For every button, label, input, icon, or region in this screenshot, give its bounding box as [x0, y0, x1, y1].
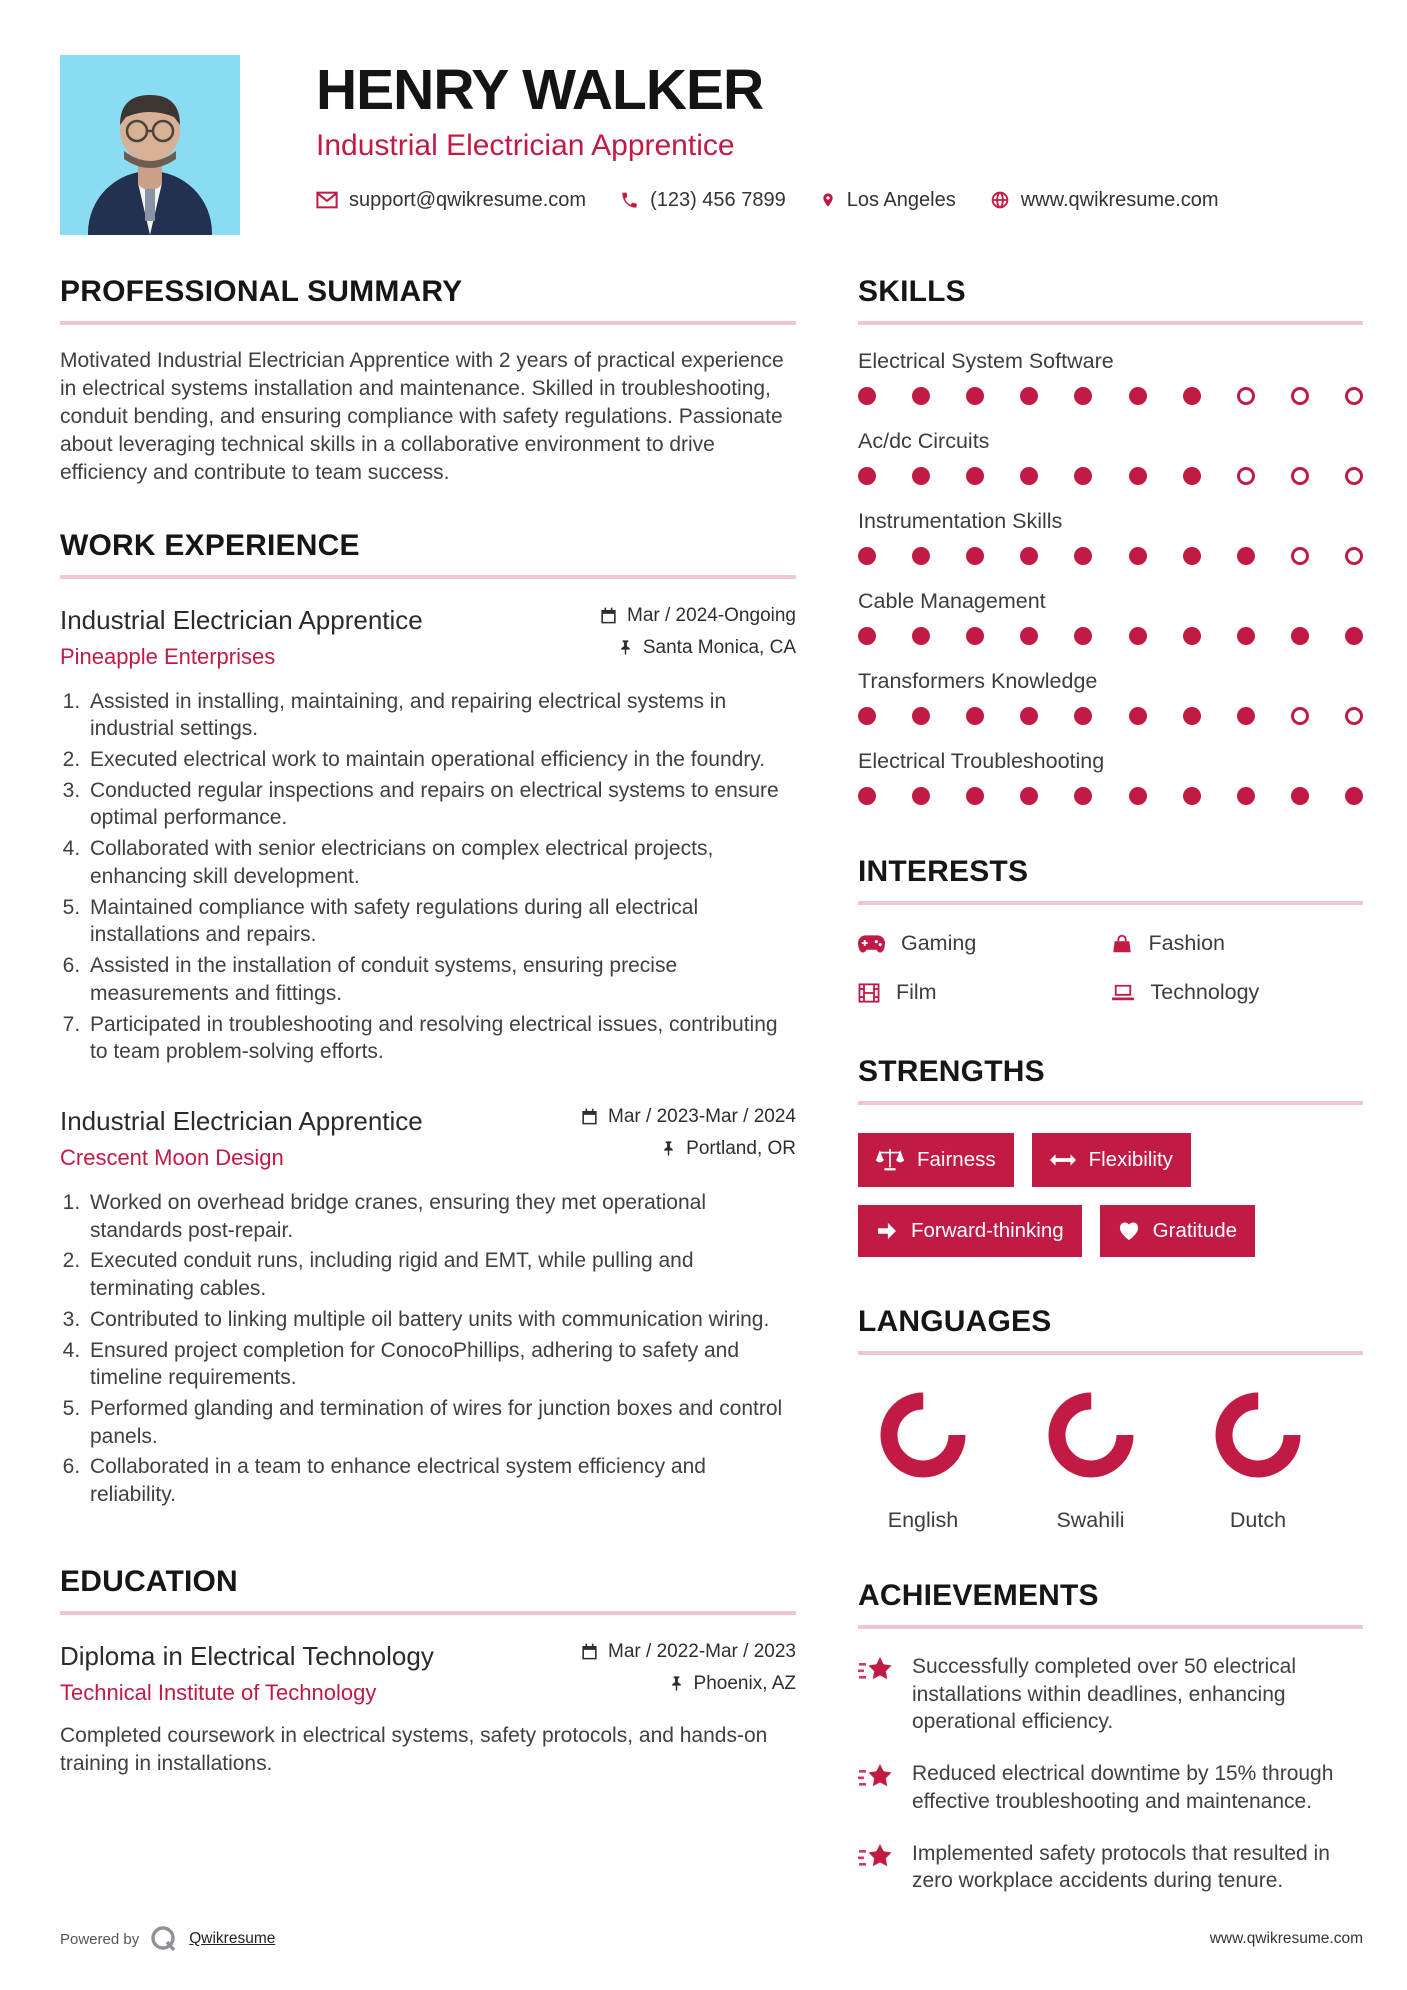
skill-name: Electrical Troubleshooting — [858, 749, 1105, 773]
job-bullets — [86, 1189, 796, 1509]
achievements-list — [858, 1653, 1363, 1895]
left-column — [60, 275, 796, 1937]
skill-name: Instrumentation Skills — [858, 509, 1063, 533]
language-item — [1193, 1389, 1323, 1533]
skill-dot — [1291, 787, 1309, 805]
language-label: Swahili — [1056, 1508, 1125, 1532]
job-bullet: 1. Assisted in installing, maintaining, and repairing electrical systems in industrial settings. — [86, 688, 796, 743]
language-ring — [877, 1389, 969, 1486]
skill-item — [858, 429, 1363, 485]
strength-label: Forward-thinking — [911, 1219, 1064, 1242]
shooting-star-icon — [858, 1653, 896, 1736]
interest-label: Film — [896, 980, 937, 1004]
section-rule — [858, 1101, 1363, 1105]
skill-dot — [1345, 387, 1363, 405]
strength-label: Fairness — [917, 1148, 996, 1171]
languages-section — [858, 1305, 1363, 1533]
job-bullet: 5. Maintained compliance with safety regulations during all electrical installations and repairs. — [86, 894, 796, 949]
job-bullet: 3. Conducted regular inspections and repairs on electrical systems to ensure optimal performance. — [86, 777, 796, 832]
achievement-item — [858, 1840, 1363, 1895]
job-title: Industrial Electrician Apprentice — [60, 604, 423, 635]
section-rule — [60, 575, 796, 579]
section-rule — [60, 321, 796, 325]
interest-label: Gaming — [901, 931, 977, 955]
skill-dot — [966, 707, 984, 725]
education-dates: Mar / 2022-Mar / 2023 — [608, 1640, 796, 1662]
skill-dots — [858, 547, 1363, 565]
language-label: Dutch — [1229, 1508, 1287, 1532]
laptop-icon — [1111, 983, 1135, 1003]
skill-dots — [858, 387, 1363, 405]
job-bullet: 1. Worked on overhead bridge cranes, ensuring they met operational standards post-repair. — [86, 1189, 796, 1244]
skill-dot — [1183, 387, 1201, 405]
strengths-heading: STRENGTHS — [858, 1055, 1045, 1088]
interests-section — [858, 855, 1363, 1005]
education-heading: EDUCATION — [60, 1564, 238, 1598]
skill-dot — [1345, 467, 1363, 485]
headline-block — [316, 55, 1219, 235]
heart-icon — [1118, 1221, 1140, 1241]
strengths-section — [858, 1055, 1363, 1257]
skill-name: Electrical System Software — [858, 349, 1114, 373]
achievement-text: Implemented safety protocols that resulted in zero workplace accidents during tenure. — [912, 1841, 1330, 1893]
job-bullet: 3. Contributed to linking multiple oil battery units with communication wiring. — [86, 1306, 796, 1334]
job-company: Pineapple Enterprises — [60, 643, 276, 669]
experience-heading: WORK EXPERIENCE — [60, 528, 360, 562]
skill-dot — [1129, 707, 1147, 725]
content-columns — [0, 235, 1407, 1937]
language-label: English — [887, 1508, 959, 1532]
strength-label: Flexibility — [1088, 1148, 1173, 1171]
job-title: Industrial Electrician Apprentice — [60, 1105, 423, 1136]
person-name: HENRY WALKER — [316, 58, 764, 122]
skill-dot — [1074, 387, 1092, 405]
education-entry — [60, 1641, 796, 1778]
skill-dot — [1183, 787, 1201, 805]
section-rule — [60, 1611, 796, 1615]
phone-icon — [620, 191, 639, 210]
language-item — [1026, 1389, 1156, 1533]
skills-section — [858, 275, 1363, 805]
skill-dot — [858, 787, 876, 805]
skill-dots — [858, 627, 1363, 645]
skill-dot — [912, 547, 930, 565]
skill-dot — [858, 547, 876, 565]
job-bullet: 5. Performed glanding and termination of wires for junction boxes and control panels. — [86, 1395, 796, 1450]
calendar-icon — [580, 1107, 599, 1126]
footer-site-link[interactable]: www.qwikresume.com — [1209, 1930, 1363, 1947]
education-section — [60, 1565, 796, 1778]
skill-dot — [966, 547, 984, 565]
skill-dot — [1345, 547, 1363, 565]
skill-dot — [858, 707, 876, 725]
skill-dot — [1237, 387, 1255, 405]
skill-dot — [912, 707, 930, 725]
skill-item — [858, 589, 1363, 645]
person-title: Industrial Electrician Apprentice — [316, 128, 735, 162]
job-bullet: 2. Executed conduit runs, including rigid and EMT, while pulling and terminating cables. — [86, 1247, 796, 1302]
job-bullet: 7. Participated in troubleshooting and resolving electrical issues, contributing to team problem-solving efforts. — [86, 1011, 796, 1066]
skill-dot — [1074, 547, 1092, 565]
skill-dot — [1074, 707, 1092, 725]
skill-dot — [1237, 547, 1255, 565]
job-bullet: 6. Assisted in the installation of conduit systems, ensuring precise measurements and fittings. — [86, 952, 796, 1007]
footer — [60, 1924, 1363, 1954]
contact-item[interactable] — [316, 189, 586, 212]
language-item — [858, 1389, 988, 1533]
location-icon — [820, 190, 836, 210]
skill-dot — [966, 627, 984, 645]
skill-dot — [1183, 627, 1201, 645]
skill-name: Transformers Knowledge — [858, 669, 1098, 693]
skill-dot — [1129, 547, 1147, 565]
job-bullets — [86, 688, 796, 1066]
strength-badge — [858, 1133, 1014, 1187]
job-dates: Mar / 2024-Ongoing — [627, 604, 796, 626]
achievements-section — [858, 1579, 1363, 1895]
skill-dot — [1291, 707, 1309, 725]
job-bullet: 2. Executed electrical work to maintain operational efficiency in the foundry. — [86, 746, 796, 774]
education-location: Phoenix, AZ — [693, 1672, 796, 1694]
gamepad-icon — [858, 935, 885, 953]
strength-label: Gratitude — [1152, 1219, 1237, 1242]
pushpin-icon — [617, 639, 634, 656]
skill-dot — [966, 467, 984, 485]
strength-badge — [858, 1205, 1082, 1257]
shooting-star-icon — [858, 1840, 896, 1895]
skill-dot — [966, 787, 984, 805]
skill-dot — [1020, 467, 1038, 485]
skill-item — [858, 749, 1363, 805]
school-name: Technical Institute of Technology — [60, 1679, 377, 1705]
powered-by-label: Powered by — [60, 1930, 140, 1948]
globe-icon — [990, 190, 1010, 210]
skill-dot — [1237, 467, 1255, 485]
job-bullet: 4. Collaborated with senior electricians on complex electrical projects, enhancing skill development. — [86, 835, 796, 890]
strength-badges — [858, 1133, 1363, 1257]
skill-dot — [1129, 387, 1147, 405]
skill-dots — [858, 467, 1363, 485]
skill-dot — [1074, 467, 1092, 485]
arrows-lr-icon — [1050, 1152, 1076, 1168]
job-entry — [60, 1106, 796, 1509]
interest-label: Technology — [1150, 980, 1260, 1004]
skill-item — [858, 669, 1363, 725]
interests-grid — [858, 931, 1363, 1005]
skill-dot — [1291, 467, 1309, 485]
summary-text: Motivated Industrial Electrician Apprentice with 2 years of practical experience in electrical systems installation and maintenance. Skilled in troubleshooting, conduit bending, and ensuring compliance with safety regulations. Passionate about leveraging technical skills in a collaborative environment to drive efficiency and contribute to team success. — [60, 349, 784, 484]
skill-dot — [1020, 627, 1038, 645]
profile-photo — [60, 55, 240, 235]
skills-heading: SKILLS — [858, 275, 966, 308]
skill-dot — [1291, 547, 1309, 565]
degree-title: Diploma in Electrical Technology — [60, 1640, 434, 1671]
section-rule — [858, 901, 1363, 905]
skill-name: Ac/dc Circuits — [858, 429, 990, 453]
interest-item — [1111, 980, 1364, 1005]
skill-dot — [1129, 627, 1147, 645]
languages-heading: LANGUAGES — [858, 1305, 1052, 1338]
interest-label: Fashion — [1148, 931, 1225, 955]
strength-badge — [1100, 1205, 1255, 1257]
education-description: Completed coursework in electrical systems, safety protocols, and hands-on training in installations. — [60, 1723, 768, 1775]
skill-dot — [1345, 707, 1363, 725]
achievement-item — [858, 1760, 1363, 1815]
contact-item[interactable] — [620, 189, 786, 212]
contact-item[interactable] — [990, 189, 1219, 212]
skill-dot — [1020, 707, 1038, 725]
job-location: Portland, OR — [686, 1137, 796, 1159]
skill-dot — [966, 387, 984, 405]
skill-dot — [912, 387, 930, 405]
achievement-text: Reduced electrical downtime by 15% through effective troubleshooting and maintenance. — [912, 1762, 1334, 1813]
right-column — [858, 275, 1363, 1937]
skill-dot — [1020, 387, 1038, 405]
skill-dot — [1345, 627, 1363, 645]
skill-dot — [1183, 467, 1201, 485]
calendar-icon — [580, 1642, 599, 1661]
job-company: Crescent Moon Design — [60, 1144, 284, 1170]
summary-heading: PROFESSIONAL SUMMARY — [60, 275, 463, 308]
skill-dot — [1183, 547, 1201, 565]
skill-dot — [1237, 787, 1255, 805]
shooting-star-icon — [858, 1760, 896, 1815]
section-rule — [858, 1351, 1363, 1355]
film-icon — [858, 983, 880, 1003]
job-dates: Mar / 2023-Mar / 2024 — [608, 1105, 796, 1127]
skill-dot — [1020, 547, 1038, 565]
skill-dot — [1237, 707, 1255, 725]
skill-dot — [1183, 707, 1201, 725]
skill-dot — [1074, 787, 1092, 805]
arrow-right-icon — [876, 1222, 898, 1240]
languages-list — [858, 1389, 1363, 1533]
skill-dot — [1020, 787, 1038, 805]
skill-dots — [858, 707, 1363, 725]
header — [0, 0, 1407, 235]
contact-text: Los Angeles — [846, 188, 956, 211]
skill-dot — [858, 627, 876, 645]
skill-dot — [1291, 627, 1309, 645]
achievements-heading: ACHIEVEMENTS — [858, 1579, 1099, 1612]
skill-dot — [1237, 627, 1255, 645]
skill-dot — [1345, 787, 1363, 805]
avatar — [60, 55, 240, 235]
skills-list — [858, 349, 1363, 805]
job-bullet: 4. Ensured project completion for ConocoPhillips, adhering to safety and timeline requirements. — [86, 1337, 796, 1392]
skill-dot — [858, 387, 876, 405]
interest-item — [858, 931, 1111, 956]
pushpin-icon — [668, 1675, 685, 1692]
strength-badge — [1032, 1133, 1191, 1187]
pushpin-icon — [660, 1140, 677, 1157]
interests-heading: INTERESTS — [858, 855, 1029, 888]
skill-dot — [912, 627, 930, 645]
skill-dot — [1074, 627, 1092, 645]
job-entry — [60, 605, 796, 1066]
scales-icon — [876, 1147, 904, 1173]
skill-dots — [858, 787, 1363, 805]
skill-item — [858, 349, 1363, 405]
section-rule — [858, 321, 1363, 325]
experience-section — [60, 529, 796, 1509]
skill-name: Cable Management — [858, 589, 1046, 613]
skill-dot — [912, 787, 930, 805]
contact-item[interactable] — [820, 189, 956, 212]
skill-dot — [1291, 387, 1309, 405]
skill-dot — [1129, 787, 1147, 805]
job-location: Santa Monica, CA — [642, 636, 796, 658]
achievement-text: Successfully completed over 50 electrical installations within deadlines, enhancing operational efficiency. — [912, 1655, 1297, 1734]
summary-section — [60, 275, 796, 487]
contact-text: (123) 456 7899 — [650, 188, 786, 211]
section-rule — [858, 1625, 1363, 1629]
email-icon — [316, 191, 338, 209]
contact-text: support@qwikresume.com — [349, 188, 587, 211]
skill-dot — [912, 467, 930, 485]
qwikresume-brand-link[interactable]: Qwikresume — [189, 1930, 276, 1947]
skill-item — [858, 509, 1363, 565]
contact-text: www.qwikresume.com — [1020, 188, 1219, 211]
bag-icon — [1111, 933, 1133, 955]
interest-item — [1111, 931, 1364, 956]
skill-dot — [1129, 467, 1147, 485]
calendar-icon — [599, 606, 618, 625]
language-ring — [1212, 1389, 1304, 1486]
skill-dot — [858, 467, 876, 485]
achievement-item — [858, 1653, 1363, 1736]
language-ring — [1045, 1389, 1137, 1486]
interest-item — [858, 980, 1111, 1005]
job-bullet: 6. Collaborated in a team to enhance electrical system efficiency and reliability. — [86, 1453, 796, 1508]
contact-row — [316, 189, 1219, 212]
qwikresume-logo-icon — [149, 1924, 179, 1954]
